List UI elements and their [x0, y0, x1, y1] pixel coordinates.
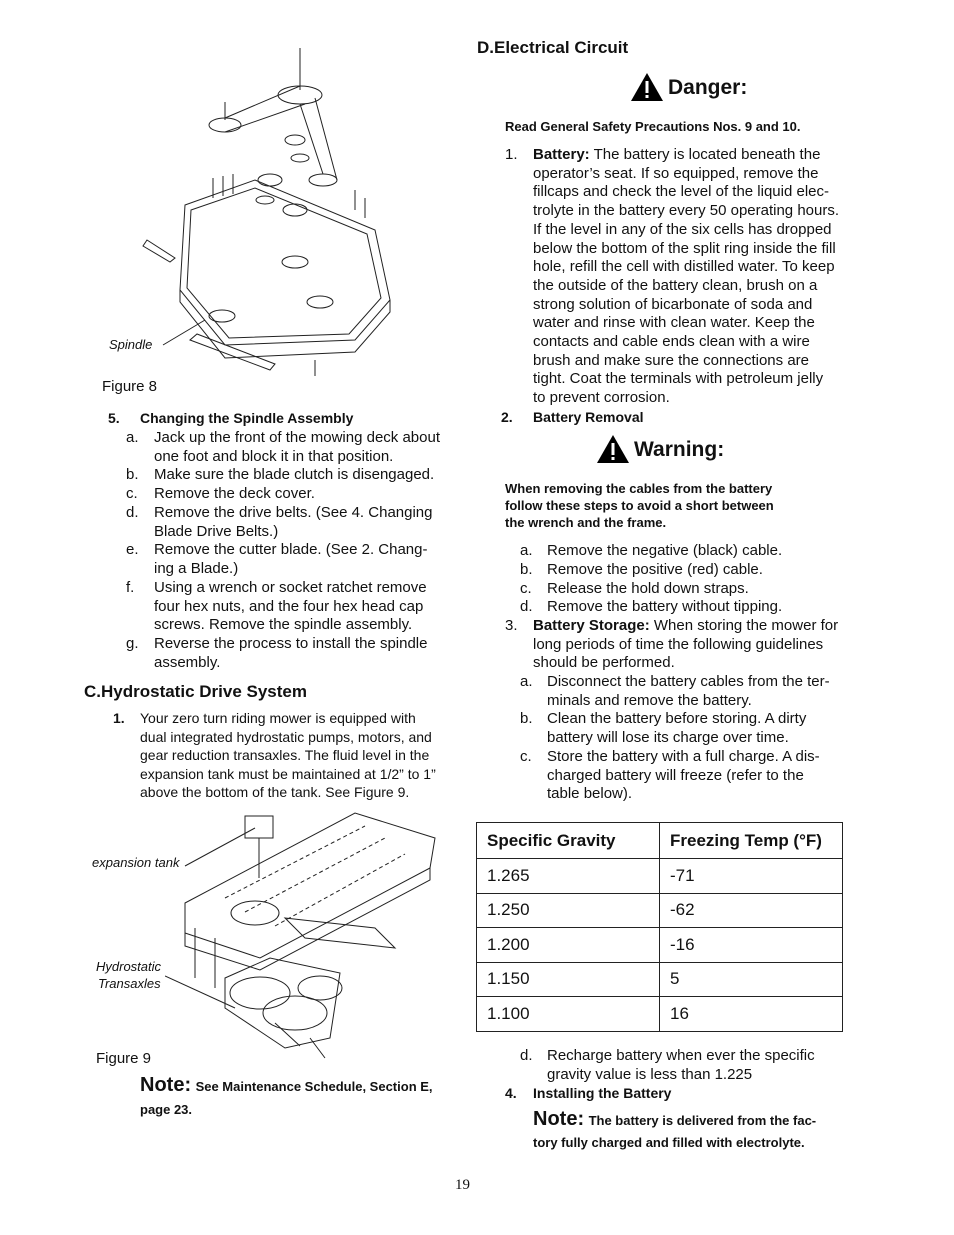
list-line: ing a Blade.) — [154, 559, 239, 577]
warning-triangle-icon — [596, 434, 630, 464]
list-text: Release the hold down straps. — [547, 580, 749, 597]
battery-paragraph — [533, 146, 839, 408]
list-line: four hex nuts, and the four hex head cap — [154, 597, 424, 615]
paragraph-line: contacts and cable ends clean with a wire — [533, 333, 810, 351]
list-label: g. — [126, 635, 139, 652]
list-text — [154, 635, 427, 672]
table-row — [477, 928, 843, 963]
list-label: b. — [520, 710, 533, 727]
paragraph-line: dual integrated hydrostatic pumps, motors, and — [140, 728, 432, 745]
section-c-number: 1. — [113, 710, 125, 726]
note-text: The battery is delivered from the fac- — [588, 1113, 817, 1128]
table-cell: 5 — [660, 962, 843, 997]
battery-number: 1. — [505, 146, 518, 163]
mower-deck-diagram — [105, 40, 405, 385]
paragraph-line: should be performed. — [533, 654, 675, 672]
paragraph-line: If the level in any of the six cells has dropped — [533, 220, 832, 238]
list-text — [547, 710, 806, 747]
list-line: Disconnect the battery cables from the ter- — [547, 673, 830, 690]
paragraph-line: below the bottom of the split ring inside the fill — [533, 239, 836, 257]
maintenance-note — [140, 1074, 433, 1097]
list-line: Remove the cutter blade. (See 2. Chang- — [154, 541, 428, 558]
installing-title: Installing the Battery — [533, 1085, 672, 1101]
list-label: d. — [520, 1047, 533, 1064]
table-row — [477, 962, 843, 997]
warning-title: Warning: — [634, 438, 725, 461]
paragraph-line: to prevent corrosion. — [533, 389, 670, 407]
list-line: Clean the battery before storing. A dirty — [547, 710, 807, 727]
figure-9-caption: Figure 9 — [96, 1050, 152, 1067]
note-word: Note: — [140, 1074, 192, 1096]
list-label: c. — [520, 748, 532, 765]
expansion-tank-label: expansion tank — [92, 855, 180, 870]
list-line: Remove the drive belts. (See 4. Changing — [154, 504, 433, 521]
warning-text — [505, 480, 774, 531]
paragraph-line: the wrench and the frame. — [505, 515, 667, 530]
step-5-number: 5. — [108, 410, 120, 426]
list-line: battery will lose its charge over time. — [547, 728, 789, 746]
table-row — [477, 893, 843, 928]
list-line: minals and remove the battery. — [547, 691, 752, 709]
list-text — [154, 504, 433, 541]
danger-text: Read General Safety Precautions Nos. 9 and 10. — [505, 119, 801, 134]
paragraph-line: hole, refill the cell with distilled water. To keep — [533, 258, 835, 276]
paragraph-line: above the bottom of the tank. See Figure 9. — [140, 784, 410, 800]
paragraph-line: water and rinse with clean water. Keep the — [533, 314, 815, 332]
table-cell: 1.265 — [477, 859, 660, 894]
removal-number: 2. — [501, 409, 513, 425]
table-cell: 1.150 — [477, 962, 660, 997]
list-label: c. — [520, 580, 532, 597]
table-cell: -16 — [660, 928, 843, 963]
step-5-title: Changing the Spindle Assembly — [140, 410, 354, 426]
list-line: Jack up the front of the mowing deck about — [154, 429, 441, 446]
table-row — [477, 997, 843, 1032]
installing-number: 4. — [505, 1085, 517, 1101]
paragraph-line: operator’s seat. If so equipped, remove the — [533, 164, 819, 182]
hydrostatic-label-2: Transaxles — [98, 976, 161, 991]
figure-8-caption: Figure 8 — [102, 378, 158, 395]
paragraph-line: long periods of time the following guidelines — [533, 635, 824, 653]
table-header-row — [477, 823, 843, 859]
list-text: Remove the battery without tipping. — [547, 598, 783, 615]
list-text — [547, 1047, 815, 1084]
list-line: table below). — [547, 785, 633, 803]
table-cell: -62 — [660, 893, 843, 928]
paragraph-line: fillcaps and check the level of the liquid elec- — [533, 183, 830, 201]
battery-note — [533, 1108, 816, 1131]
list-text — [154, 429, 440, 466]
list-line: gravity value is less than 1.225 — [547, 1065, 753, 1083]
paragraph-line: When removing the cables from the battery — [505, 481, 773, 496]
list-text: Make sure the blade clutch is disengaged. — [154, 466, 435, 483]
list-text: Remove the negative (black) cable. — [547, 542, 783, 559]
spindle-label: Spindle — [109, 337, 153, 352]
table-cell: 1.200 — [477, 928, 660, 963]
paragraph-line: the outside of the battery clean, brush on a — [533, 276, 818, 294]
list-label: b. — [520, 561, 533, 578]
chassis-diagram — [165, 808, 440, 1063]
table-row — [477, 859, 843, 894]
list-label: f. — [126, 579, 135, 596]
list-text — [547, 748, 820, 804]
storage-bold: Battery Storage: — [533, 617, 650, 634]
storage-paragraph — [533, 617, 838, 673]
table-header-cell: Freezing Temp (°F) — [660, 823, 843, 859]
note-text-continued: tory fully charged and filled with electrolyte. — [533, 1135, 805, 1150]
table-header-cell: Specific Gravity — [477, 823, 660, 859]
danger-title: Danger: — [668, 76, 748, 99]
paragraph-line: follow these steps to avoid a short between — [505, 498, 774, 513]
list-line: charged battery will freeze (refer to the — [547, 766, 804, 784]
battery-bold: Battery: — [533, 146, 590, 163]
list-line: screws. Remove the spindle assembly. — [154, 616, 413, 634]
table-cell: 1.100 — [477, 997, 660, 1032]
list-line: assembly. — [154, 653, 221, 671]
note-word: Note: — [533, 1108, 585, 1130]
warning-triangle-icon — [630, 72, 664, 102]
list-text — [547, 673, 830, 710]
list-text — [154, 579, 427, 635]
list-line: one foot and block it in that position. — [154, 447, 394, 465]
warning-header — [596, 434, 796, 466]
paragraph-line: The battery is located beneath the — [593, 146, 821, 163]
removal-title: Battery Removal — [533, 409, 644, 425]
paragraph-line: strong solution of bicarbonate of soda and — [533, 295, 813, 313]
list-label: d. — [520, 598, 533, 615]
section-c-heading: C.Hydrostatic Drive System — [84, 682, 307, 701]
list-label: a. — [520, 673, 533, 690]
paragraph-line: trolyte in the battery every 50 operating hours. — [533, 202, 840, 220]
danger-header — [630, 72, 830, 104]
list-label: d. — [126, 504, 139, 521]
list-line: Blade Drive Belts.) — [154, 522, 279, 540]
page-number: 19 — [455, 1177, 470, 1193]
list-line: Store the battery with a full charge. A dis- — [547, 748, 820, 765]
table-cell: 1.250 — [477, 893, 660, 928]
list-line: Using a wrench or socket ratchet remove — [154, 579, 427, 596]
list-label: a. — [126, 429, 139, 446]
list-text: Remove the positive (red) cable. — [547, 561, 763, 578]
note-text-continued: page 23. — [140, 1102, 193, 1117]
list-label: c. — [126, 485, 138, 502]
list-line: Recharge battery when ever the specific — [547, 1047, 815, 1064]
list-text: Remove the deck cover. — [154, 485, 315, 502]
paragraph-line: brush and make sure the connections are — [533, 351, 809, 369]
section-d-heading: D.Electrical Circuit — [477, 38, 629, 57]
list-line: Reverse the process to install the spindle — [154, 635, 428, 652]
paragraph-line: Your zero turn riding mower is equipped with — [140, 710, 416, 726]
section-c-text — [140, 709, 436, 802]
storage-number: 3. — [505, 617, 518, 634]
list-label: b. — [126, 466, 139, 483]
list-text — [154, 541, 428, 578]
paragraph-line: When storing the mower for — [653, 617, 839, 634]
paragraph-line: gear reduction transaxles. The fluid level in the — [140, 747, 430, 763]
list-label: e. — [126, 541, 139, 558]
table-cell: 16 — [660, 997, 843, 1032]
specific-gravity-table — [476, 822, 843, 1032]
hydrostatic-label-1: Hydrostatic — [96, 959, 162, 974]
paragraph-line: tight. Coat the terminals with petroleum jelly — [533, 370, 824, 388]
note-text: See Maintenance Schedule, Section E, — [195, 1079, 433, 1094]
list-label: a. — [520, 542, 533, 559]
table-cell: -71 — [660, 859, 843, 894]
paragraph-line: expansion tank must be maintained at 1/2” to 1” — [140, 765, 436, 782]
